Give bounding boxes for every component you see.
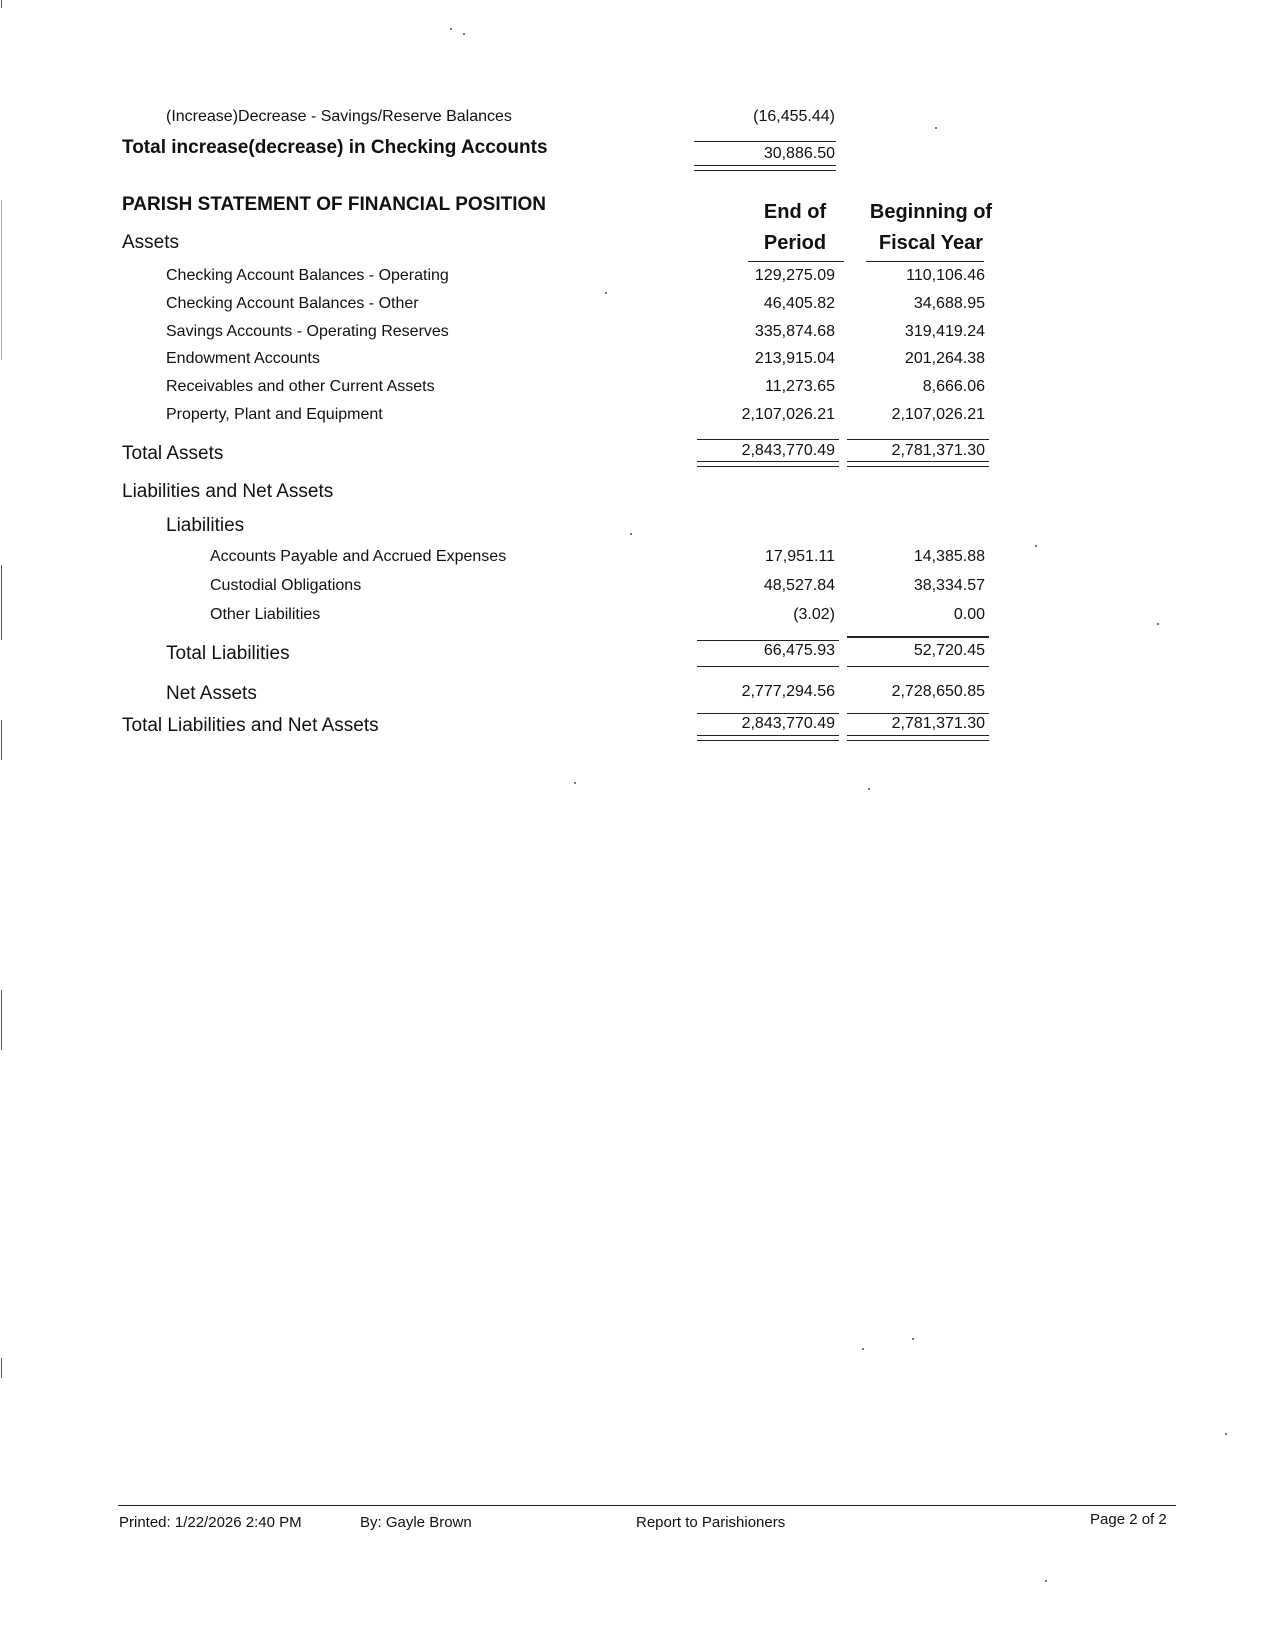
asset-end-value: 2,107,026.21 [741, 406, 835, 423]
total-change-label: Total increase(decrease) in Checking Accounts [122, 137, 548, 158]
asset-begin-value: 319,419.24 [904, 323, 985, 340]
scan-edge-mark [1, 565, 2, 640]
liability-end-value: 17,951.11 [765, 548, 835, 565]
statement-title: PARISH STATEMENT OF FINANCIAL POSITION [122, 194, 546, 215]
asset-label: Checking Account Balances - Operating [166, 267, 449, 284]
asset-end-value: 46,405.82 [763, 295, 835, 312]
savings-change-label: (Increase)Decrease - Savings/Reserve Balances [166, 108, 512, 125]
total-liabilities-rule-col2 [847, 636, 989, 638]
total-liab-net-double-rule-col1-a [697, 735, 839, 736]
footer-rule [118, 1505, 1176, 1506]
total-liab-net-end: 2,843,770.49 [741, 715, 835, 732]
scan-edge-mark [1, 200, 2, 360]
scan-edge-mark [1, 990, 2, 1050]
total-change-value: 30,886.50 [763, 145, 835, 162]
liability-label: Custodial Obligations [210, 577, 362, 594]
asset-label: Endowment Accounts [166, 350, 320, 367]
col2-header-rule [866, 261, 984, 262]
total-assets-double-rule-col1-a [697, 461, 839, 462]
asset-begin-value: 8,666.06 [922, 378, 985, 395]
total-liabilities-end: 66,475.93 [763, 642, 835, 659]
footer-printed: Printed: 1/22/2026 2:40 PM [119, 1514, 302, 1531]
asset-end-value: 213,915.04 [754, 350, 835, 367]
total-liab-net-label: Total Liabilities and Net Assets [122, 715, 379, 736]
net-assets-end: 2,777,294.56 [741, 683, 835, 700]
scan-speck [630, 533, 632, 535]
total-assets-end: 2,843,770.49 [741, 442, 835, 459]
total-change-top-rule [694, 141, 836, 142]
savings-change-value: (16,455.44) [753, 108, 835, 125]
scan-edge-mark [1, 1358, 2, 1378]
col2-header-line1: Beginning of [869, 201, 993, 223]
total-assets-label: Total Assets [122, 443, 224, 464]
net-assets-label: Net Assets [166, 683, 257, 704]
footer-by: By: Gayle Brown [360, 1514, 472, 1531]
scan-speck [605, 292, 607, 294]
col1-header-line2: Period [763, 232, 827, 254]
asset-end-value: 11,273.65 [765, 378, 835, 395]
total-change-double-rule-2 [694, 170, 836, 171]
scan-edge-mark [1, 0, 2, 8]
total-liab-net-begin: 2,781,371.30 [891, 715, 985, 732]
col2-header-line2: Fiscal Year [878, 232, 984, 254]
scan-speck [463, 33, 465, 35]
total-liabilities-under-col2 [847, 666, 989, 667]
scan-speck [862, 1348, 864, 1350]
asset-begin-value: 110,106.46 [906, 267, 985, 284]
total-liab-net-rule-col1 [697, 713, 839, 714]
scan-speck [1225, 1433, 1227, 1435]
asset-label: Property, Plant and Equipment [166, 406, 383, 423]
asset-end-value: 335,874.68 [754, 323, 835, 340]
total-assets-double-rule-col1-b [697, 466, 839, 467]
total-liab-net-double-rule-col1-b [697, 740, 839, 741]
liability-label: Accounts Payable and Accrued Expenses [210, 548, 507, 565]
footer-report-name: Report to Parishioners [636, 1514, 786, 1531]
net-assets-begin: 2,728,650.85 [891, 683, 985, 700]
scan-speck [1045, 1580, 1047, 1582]
asset-begin-value: 2,107,026.21 [891, 406, 985, 423]
scan-edge-mark [1, 720, 2, 760]
col1-header-rule [748, 261, 844, 262]
liability-begin-value: 0.00 [953, 606, 985, 623]
total-assets-rule-col2 [847, 439, 989, 440]
scan-speck [574, 782, 576, 784]
total-liabilities-under-col1 [697, 666, 839, 667]
asset-label: Savings Accounts - Operating Reserves [166, 323, 449, 340]
total-liabilities-rule-col1 [697, 640, 839, 641]
scan-speck [1035, 545, 1037, 547]
col1-header-line1: End of [763, 201, 827, 223]
liability-end-value: 48,527.84 [763, 577, 835, 594]
total-liab-net-double-rule-col2-b [847, 740, 989, 741]
total-assets-begin: 2,781,371.30 [891, 442, 985, 459]
assets-heading: Assets [122, 232, 180, 253]
total-liabilities-begin: 52,720.45 [913, 642, 985, 659]
footer-page-number: Page 2 of 2 [1090, 1511, 1167, 1528]
total-assets-double-rule-col2-a [847, 461, 989, 462]
total-liab-net-rule-col2 [847, 713, 989, 714]
total-liabilities-label: Total Liabilities [166, 643, 290, 664]
scan-speck [935, 127, 937, 129]
total-assets-rule-col1 [697, 439, 839, 440]
total-assets-double-rule-col2-b [847, 466, 989, 467]
asset-label: Checking Account Balances - Other [166, 295, 419, 312]
scan-speck [912, 1338, 914, 1340]
liability-end-value: (3.02) [793, 606, 835, 623]
asset-label: Receivables and other Current Assets [166, 378, 435, 395]
total-change-double-rule-1 [694, 165, 836, 166]
liability-begin-value: 14,385.88 [913, 548, 985, 565]
liabilities-heading: Liabilities [166, 515, 245, 536]
asset-end-value: 129,275.09 [754, 267, 835, 284]
liability-begin-value: 38,334.57 [913, 577, 985, 594]
scan-speck [450, 28, 452, 30]
asset-begin-value: 34,688.95 [913, 295, 985, 312]
scan-speck [868, 788, 870, 790]
liab-net-heading: Liabilities and Net Assets [122, 481, 334, 502]
liability-label: Other Liabilities [210, 606, 321, 623]
asset-begin-value: 201,264.38 [904, 350, 985, 367]
total-liab-net-double-rule-col2-a [847, 735, 989, 736]
scan-speck [1157, 623, 1159, 625]
